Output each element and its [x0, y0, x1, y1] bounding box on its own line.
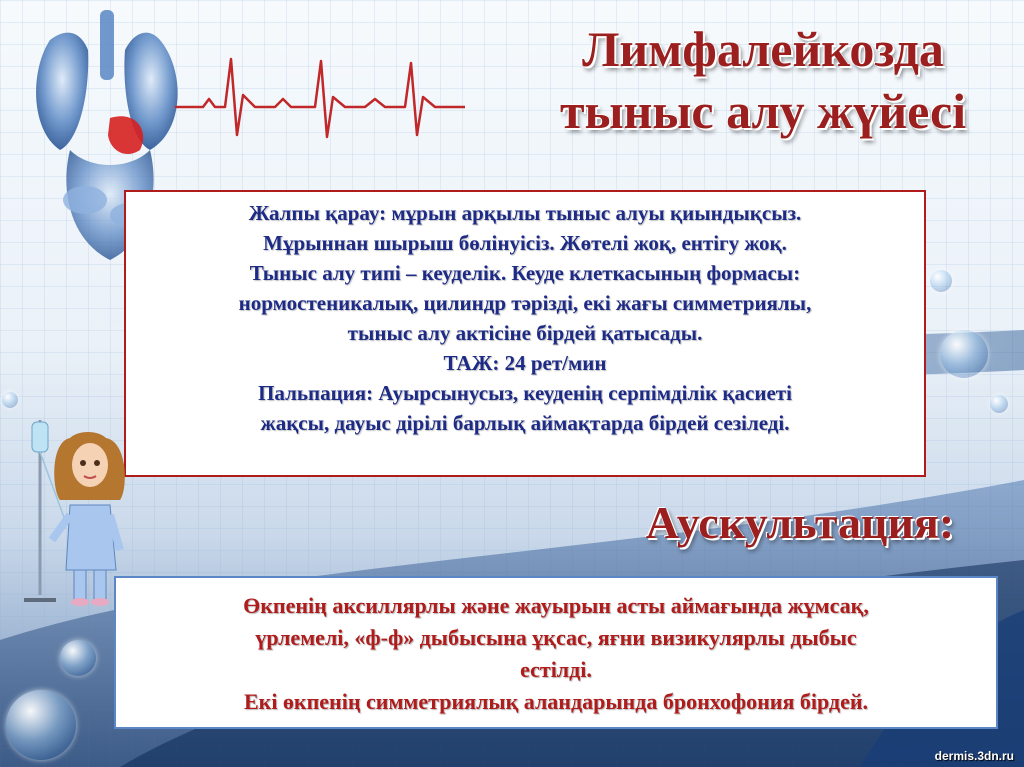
title-line-2: тыныс алу жүйесі — [559, 83, 967, 139]
slide-title — [548, 18, 978, 142]
decorative-bubble — [930, 270, 952, 292]
panel-1-line: ТАЖ: 24 рет/мин — [443, 351, 607, 375]
auscultation-heading: Аускультация: — [645, 497, 955, 548]
auscultation-panel — [114, 576, 998, 729]
panel-1-line: Жалпы қарау: мұрын арқылы тыныс алуы қиындықсыз. — [248, 201, 802, 225]
decorative-bubble — [6, 690, 76, 760]
decorative-bubble — [2, 392, 18, 408]
decorative-bubble — [990, 395, 1008, 413]
panel-1-line: Мұрыннан шырыш бөлінуісіз. Жөтелі жоқ, ентігу жоқ. — [263, 231, 787, 255]
decorative-bubble — [60, 640, 96, 676]
panel-2-line: Өкпенің аксиллярлы және жауырын асты аймағында жұмсақ, — [243, 593, 869, 618]
nurse-with-iv-drip-icon — [10, 410, 130, 610]
title-line-1: Лимфалейкозда — [582, 21, 944, 77]
decorative-bubble — [940, 330, 988, 378]
panel-2-line: естілді. — [520, 657, 592, 682]
ecg-line-icon — [175, 55, 465, 145]
panel-1-line: Пальпация: Ауырсынусыз, кеуденің серпімділік қасиеті — [258, 381, 792, 405]
panel-1-line: жақсы, дауыс дірілі барлық аймақтарда бірдей сезіледі. — [260, 411, 790, 435]
panel-2-line: Екі өкпенің симметриялық аландарында бронхофония бірдей. — [243, 689, 869, 714]
panel-2-line: үрлемелі, «ф-ф» дыбысына ұқсас, яғни визикулярлы дыбыс — [255, 625, 857, 650]
examination-panel — [124, 190, 926, 477]
panel-1-line: тыныс алу актісіне бірдей қатысады. — [347, 321, 703, 345]
panel-1-line: нормостеникалық, цилиндр тәрізді, екі жағы симметриялы, — [238, 291, 812, 315]
watermark: dermis.3dn.ru — [934, 749, 1014, 763]
panel-1-line: Тыныс алу типі – кеуделік. Кеуде клеткасының формасы: — [249, 261, 801, 285]
